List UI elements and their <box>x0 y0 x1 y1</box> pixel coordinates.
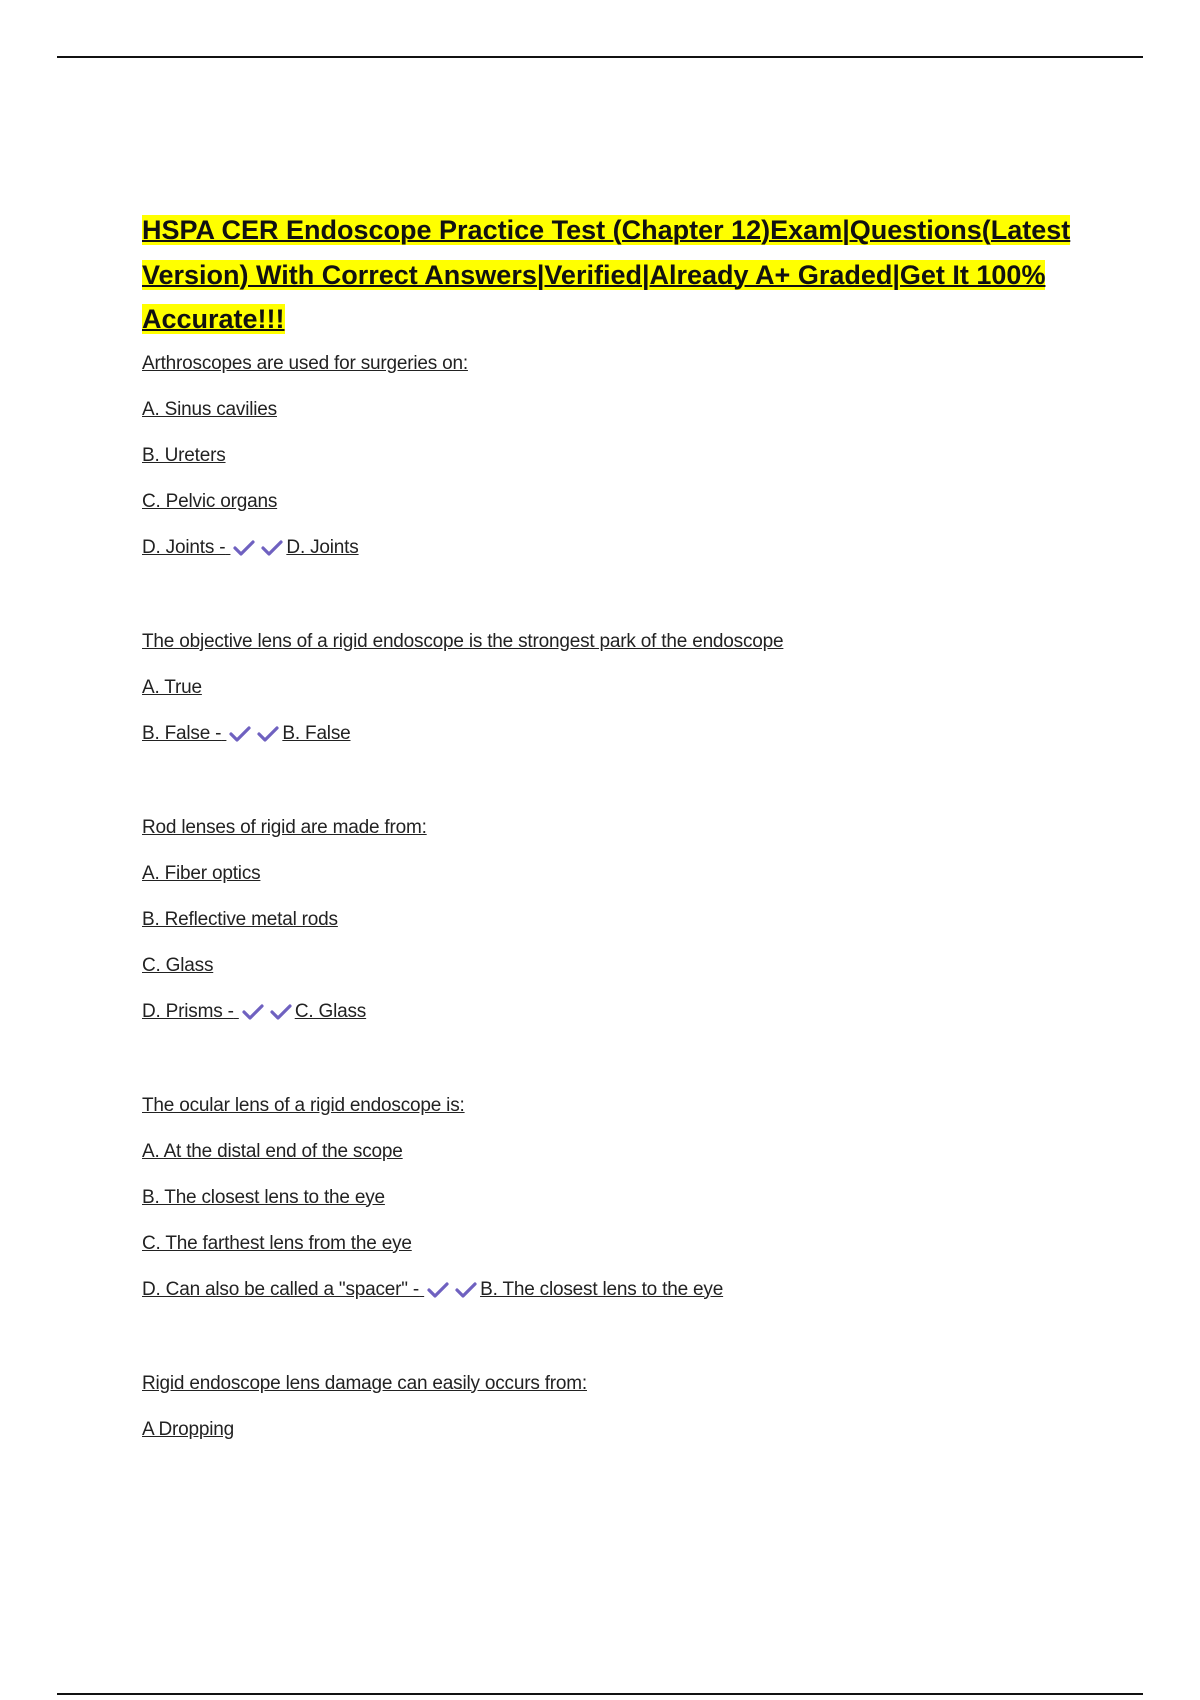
correct-answer: B. False <box>282 722 351 744</box>
answer-option: B. The closest lens to the eye <box>142 1186 385 1208</box>
question-3 <box>142 816 1082 1024</box>
answer-option: A. At the distal end of the scope <box>142 1140 403 1162</box>
answer-option: C. Pelvic organs <box>142 490 278 512</box>
answer-option: D. Joints - <box>142 536 226 558</box>
checkmark-icon <box>228 725 252 743</box>
answer-option: B. Ureters <box>142 444 226 466</box>
answer-option: A Dropping <box>142 1418 235 1440</box>
answer-option: D. Prisms - <box>142 1000 234 1022</box>
correct-answer: B. The closest lens to the eye <box>480 1278 724 1300</box>
answer-option: B. False - <box>142 722 222 744</box>
checkmark-icon <box>454 1281 478 1299</box>
answer-option: A. Fiber optics <box>142 862 261 884</box>
question-prompt: Arthroscopes are used for surgeries on: <box>142 352 468 374</box>
question-1 <box>142 352 1082 560</box>
question-prompt: Rigid endoscope lens damage can easily occurs from: <box>142 1372 587 1394</box>
answer-option: B. Reflective metal rods <box>142 908 338 930</box>
answer-option: C. The farthest lens from the eye <box>142 1232 412 1254</box>
answer-line <box>142 1000 1082 1024</box>
answer-option: C. Glass <box>142 954 214 976</box>
question-4 <box>142 1094 1082 1302</box>
correct-answer: D. Joints <box>286 536 359 558</box>
checkmark-icon <box>256 725 280 743</box>
footer-rule <box>57 1693 1143 1695</box>
question-2 <box>142 630 1082 746</box>
checkmark-icon <box>241 1003 265 1021</box>
question-prompt: Rod lenses of rigid are made from: <box>142 816 427 838</box>
answer-option: A. True <box>142 676 202 698</box>
document-title: HSPA CER Endoscope Practice Test (Chapter 12)Exam|Questions(Latest Version) With Correct Answers|Verified|Already A+ Graded|Get It 100% Accurate!!! <box>142 215 1071 334</box>
answer-option: A. Sinus cavilies <box>142 398 277 420</box>
correct-answer: C. Glass <box>294 1000 367 1022</box>
answer-option: D. Can also be called a "spacer" - <box>142 1278 420 1300</box>
answer-line <box>142 722 1082 746</box>
answer-line <box>142 1278 1082 1302</box>
document-body <box>142 208 1082 1464</box>
question-prompt: The ocular lens of a rigid endoscope is: <box>142 1094 465 1116</box>
checkmark-icon <box>260 539 284 557</box>
question-prompt: The objective lens of a rigid endoscope is the strongest park of the endoscope <box>142 630 784 652</box>
question-5 <box>142 1372 1082 1442</box>
checkmark-icon <box>426 1281 450 1299</box>
header-rule <box>57 56 1143 58</box>
answer-line <box>142 536 1082 560</box>
checkmark-icon <box>269 1003 293 1021</box>
checkmark-icon <box>232 539 256 557</box>
